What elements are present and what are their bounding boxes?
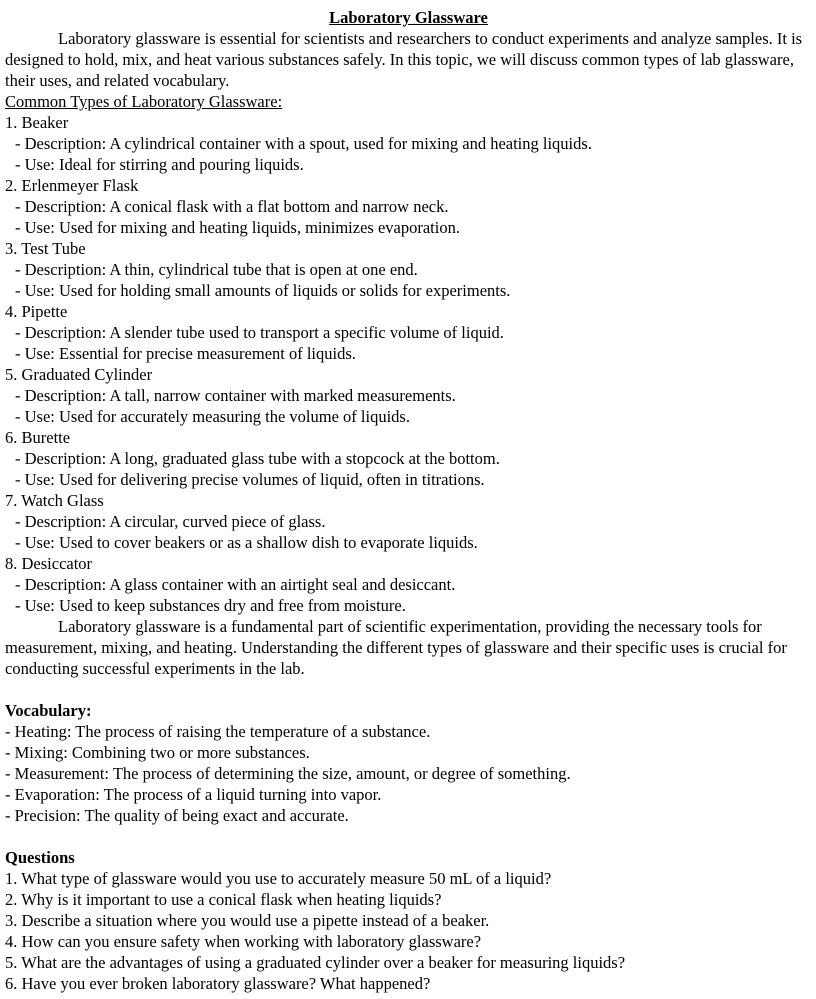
glassware-item-use: - Use: Used for mixing and heating liquids, minimizes evaporation. [15, 218, 460, 237]
glassware-item-description: - Description: A glass container with an airtight seal and desiccant. [15, 575, 456, 594]
question-item: 1. What type of glassware would you use to accurately measure 50 mL of a liquid? [5, 869, 552, 888]
glassware-item-use: - Use: Ideal for stirring and pouring liquids. [15, 155, 304, 174]
glassware-item-description: - Description: A slender tube used to transport a specific volume of liquid. [15, 323, 504, 342]
glassware-item-description: - Description: A circular, curved piece of glass. [15, 512, 326, 531]
glassware-item-name: 8. Desiccator [5, 554, 93, 573]
glassware-item-description: - Description: A thin, cylindrical tube that is open at one end. [15, 260, 418, 279]
glassware-item-use: - Use: Used for accurately measuring the volume of liquids. [15, 407, 410, 426]
glassware-item-description: - Description: A tall, narrow container with marked measurements. [15, 386, 456, 405]
glassware-item-name: 7. Watch Glass [5, 491, 104, 510]
glassware-item [5, 112, 812, 175]
conclusion-paragraph: Laboratory glassware is a fundamental part of scientific experimentation, providing the necessary tools for measurement, mixing, and heating. Understanding the different types of glassware and their specific uses is crucial for conducting successful experiments in the lab. [5, 617, 787, 678]
glassware-item-name: 4. Pipette [5, 302, 68, 321]
glassware-item [5, 238, 812, 301]
vocabulary-item: - Mixing: Combining two or more substances. [5, 743, 310, 762]
spacer [5, 679, 812, 700]
glassware-item-use: - Use: Essential for precise measurement of liquids. [15, 344, 356, 363]
question-item: 5. What are the advantages of using a graduated cylinder over a beaker for measuring liquids? [5, 953, 626, 972]
glassware-item-name: 6. Burette [5, 428, 71, 447]
glassware-item [5, 553, 812, 616]
glassware-item-use: - Use: Used to cover beakers or as a shallow dish to evaporate liquids. [15, 533, 478, 552]
questions-list [5, 868, 812, 994]
glassware-item-description: - Description: A conical flask with a flat bottom and narrow neck. [15, 197, 449, 216]
question-item: 2. Why is it important to use a conical flask when heating liquids? [5, 890, 442, 909]
glassware-item-name: 2. Erlenmeyer Flask [5, 176, 139, 195]
intro-paragraph: Laboratory glassware is essential for scientists and researchers to conduct experiments and analyze samples. It is designed to hold, mix, and heat various substances safely. In this topic, we will discuss common types of lab glassware, their uses, and related vocabulary. [5, 29, 803, 90]
glassware-list [5, 112, 812, 616]
vocabulary-heading: Vocabulary: [5, 701, 92, 720]
vocabulary-item: - Evaporation: The process of a liquid turning into vapor. [5, 785, 382, 804]
questions-heading: Questions [5, 848, 75, 867]
types-heading: Common Types of Laboratory Glassware: [5, 92, 283, 111]
glassware-item [5, 427, 812, 490]
spacer [5, 826, 812, 847]
glassware-item-description: - Description: A long, graduated glass tube with a stopcock at the bottom. [15, 449, 500, 468]
glassware-item [5, 175, 812, 238]
glassware-item-use: - Use: Used for delivering precise volumes of liquid, often in titrations. [15, 470, 485, 489]
question-item: 6. Have you ever broken laboratory glassware? What happened? [5, 974, 431, 993]
vocabulary-item: - Precision: The quality of being exact and accurate. [5, 806, 349, 825]
question-item: 3. Describe a situation where you would use a pipette instead of a beaker. [5, 911, 490, 930]
glassware-item-name: 3. Test Tube [5, 239, 86, 258]
glassware-item-name: 5. Graduated Cylinder [5, 365, 153, 384]
glassware-item [5, 364, 812, 427]
glassware-item-use: - Use: Used to keep substances dry and free from moisture. [15, 596, 406, 615]
document-title: Laboratory Glassware [329, 8, 488, 27]
vocabulary-item: - Heating: The process of raising the temperature of a substance. [5, 722, 431, 741]
glassware-item-description: - Description: A cylindrical container with a spout, used for mixing and heating liquids. [15, 134, 592, 153]
glassware-item-name: 1. Beaker [5, 113, 69, 132]
glassware-item [5, 301, 812, 364]
vocabulary-item: - Measurement: The process of determining the size, amount, or degree of something. [5, 764, 571, 783]
question-item: 4. How can you ensure safety when working with laboratory glassware? [5, 932, 482, 951]
glassware-item [5, 490, 812, 553]
vocabulary-list [5, 721, 812, 826]
glassware-item-use: - Use: Used for holding small amounts of liquids or solids for experiments. [15, 281, 511, 300]
